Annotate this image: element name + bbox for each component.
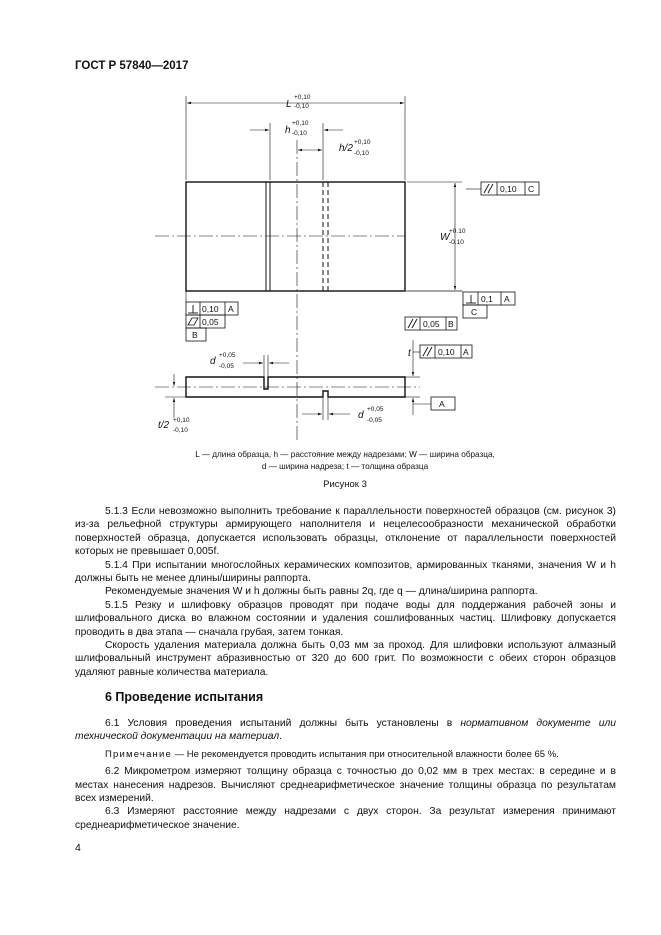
svg-text:+0,10: +0,10 [294, 94, 311, 101]
svg-text:-0,10: -0,10 [354, 150, 369, 157]
dim-d-top-symbol: d [210, 356, 216, 367]
svg-text:C: C [528, 184, 535, 194]
dim-t2-symbol: t/2 [158, 420, 170, 431]
svg-text:+0,05: +0,05 [219, 352, 236, 359]
note: Примечание — Не рекомендуется проводить испытания при относительной влажности более 65 %. [105, 748, 559, 760]
section-6-heading: 6 Проведение испытания [105, 690, 264, 704]
figure-title: Рисунок 3 [323, 479, 367, 490]
datum-b [186, 328, 206, 341]
paragraph-5-1-5: 5.1.5 Резку и шлифовку образцов проводят при подаче воды для поддержания рабочей зоны и шлифовального диска во влажном состоянии и удаления сошлифованных частиц. Шлифовку допускается проводить в два этапа — сначала грубая, затем тонкая. [75, 599, 616, 638]
tolerance-frame-perp-right [405, 291, 515, 305]
svg-text:0,10: 0,10 [500, 184, 517, 194]
svg-text:A: A [228, 304, 234, 314]
svg-text:0,10: 0,10 [438, 347, 455, 357]
svg-text:B: B [192, 330, 198, 340]
paragraph-5-1-3: 5.1.3 Если невозможно выполнить требование к параллельности поверхностей образцов (см. рисунок 3) из-за рельефной структуры армирующего наполнителя и нецелесообразности механической обработки поверхностей образца, допускается использовать образцы, отклонение от параллельности поверхностей которых не превышает 0,005f. [75, 506, 616, 558]
page-number: 4 [75, 842, 81, 854]
specimen-top-view [186, 182, 405, 291]
svg-text:-0.10: -0.10 [449, 239, 464, 246]
svg-text:0,1: 0,1 [481, 294, 493, 304]
svg-text:-0,05: -0,05 [367, 417, 382, 424]
paragraph-5-1-5-b: Скорость удаления материала должна быть 0,03 мм за проход. Для шлифовки используют алмазный шлифовальный инструмент абразивностью от 320 до 600 грит. По возможности с обеих сторон образцов удаляют равные количества материала. [75, 640, 616, 678]
datum-a [413, 397, 455, 410]
dim-h-symbol: h [285, 125, 291, 136]
svg-text:+0,10: +0,10 [354, 139, 371, 146]
svg-text:0,05: 0,05 [423, 319, 440, 329]
paragraph-6-3: 6.3 Измеряют расстояние между надрезами с двух сторон. За результат измерения принимают среднеарифметическое значение. [75, 806, 616, 831]
svg-text:+0,05: +0,05 [367, 406, 384, 413]
paragraph-5-1-4: 5.1.4 При испытании многослойных керамических композитов, армированных тканями, значения W и h должны быть не менее длины/ширины раппорта. [75, 559, 616, 585]
paragraph-6-2: 6.2 Микрометром измеряют толщину образца с точностью до 0,02 мм в трех местах: в середине и в местах нанесения надрезов. Вычисляют среднеарифметическое значение толщины образца по результатам всех измерений. [75, 766, 616, 805]
svg-text:+0,10: +0,10 [173, 417, 190, 424]
tolerance-frame-perp-a [186, 291, 238, 315]
dim-t-symbol: t [408, 348, 411, 359]
dim-W-symbol: W [440, 232, 450, 243]
tolerance-frame-flatness [186, 315, 225, 328]
paragraph-6-1: 6.1 Условия проведения испытаний должны быть установлены в нормативном документе или технической документации на материал. [75, 718, 616, 743]
svg-text:-0,10: -0,10 [292, 130, 307, 137]
svg-text:B: B [448, 319, 454, 329]
tolerance-frame-parallel-c [466, 182, 539, 195]
specimen-drawing [0, 0, 661, 445]
document-header: ГОСТ Р 57840—2017 [75, 60, 189, 72]
svg-text:-0,05: -0,05 [219, 363, 234, 370]
datum-c [463, 305, 487, 318]
figure-caption: L — длина образца, h — расстояние между надрезами; W — ширина образца, d — ширина надреза; t — толщина образца [195, 450, 495, 471]
dim-h2-symbol: h/2 [339, 143, 353, 154]
dim-L-symbol: L [286, 99, 292, 110]
svg-text:A: A [439, 399, 445, 409]
tolerance-frame-parallel-a [413, 345, 472, 358]
svg-text:A: A [463, 347, 469, 357]
svg-text:+0,10: +0,10 [292, 120, 309, 127]
section-5-text [75, 505, 616, 679]
svg-text:0,10: 0,10 [202, 304, 219, 314]
svg-text:-0,10: -0,10 [294, 103, 309, 110]
svg-text:-0,10: -0,10 [173, 427, 188, 434]
paragraph-5-1-4-b: Рекомендуемые значения W и h должны быть равны 2q, где q — длина/ширина раппорта. [105, 586, 538, 598]
svg-text:C: C [471, 307, 478, 317]
svg-text:A: A [504, 294, 510, 304]
svg-text:0,05: 0,05 [202, 317, 219, 327]
section-6-text [75, 717, 616, 832]
dim-d-bottom-symbol: d [358, 410, 364, 421]
tolerance-frame-parallel-b [405, 317, 457, 330]
svg-text:+0.10: +0.10 [449, 228, 466, 235]
